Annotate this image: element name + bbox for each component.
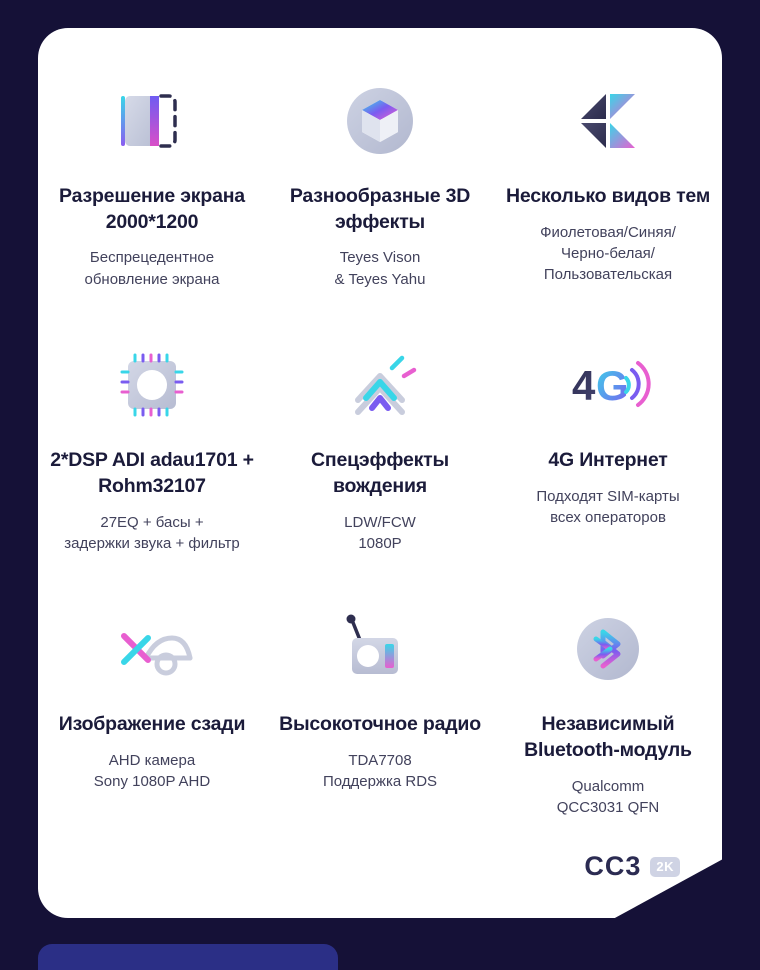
- feature-title: Изображение сзади: [58, 713, 246, 736]
- feature-subtitle: TDA7708 Поддержка RDS: [322, 751, 438, 791]
- feature-item-bluetooth: [494, 590, 722, 818]
- feature-subtitle: 27EQ + басы + задержки звука + фильтр: [64, 513, 240, 552]
- feature-title: 2*DSP ADI adau1701 + Rohm32107: [50, 449, 254, 497]
- feature-title: 4G Интернет: [548, 449, 668, 472]
- feature-title: Спецэффекты вождения: [311, 449, 449, 497]
- feature-title: Разнообразные 3D эффекты: [289, 185, 471, 233]
- logo-text: CC3: [584, 851, 642, 881]
- bluetooth-icon: [565, 590, 651, 708]
- dsp-chip-icon: [109, 326, 195, 444]
- 4g-internet-icon: [560, 326, 656, 444]
- svg-text:4: 4: [572, 362, 596, 410]
- product-logo: [584, 851, 680, 882]
- feature-grid: [38, 62, 722, 818]
- themes-icon: [565, 62, 651, 180]
- rear-camera-icon: [102, 590, 202, 708]
- feature-item-screen-resolution: [38, 62, 266, 290]
- feature-subtitle: Фиолетовая/Синяя/ Черно-белая/ Пользовательская: [540, 223, 676, 284]
- feature-item-4g-internet: [494, 326, 722, 554]
- logo-badge-2k: 2K: [650, 857, 680, 877]
- feature-item-dsp: [38, 326, 266, 554]
- feature-item-3d-effects: [266, 62, 494, 290]
- feature-item-driving-effects: [266, 326, 494, 554]
- feature-title: Высокоточное радио: [279, 713, 481, 736]
- feature-subtitle: Подходят SIM-карты всех операторов: [536, 487, 680, 527]
- screen-resolution-icon: [109, 62, 195, 180]
- feature-subtitle: LDW/FCW 1080P: [344, 513, 416, 552]
- feature-subtitle: Qualcomm QCC3031 QFN: [556, 777, 660, 816]
- feature-title: Независимый Bluetooth-модуль: [524, 713, 692, 761]
- feature-item-radio: [266, 590, 494, 818]
- svg-text:G: G: [596, 362, 629, 410]
- radio-icon: [330, 590, 430, 708]
- feature-subtitle: Teyes Vison & Teyes Yahu: [334, 249, 426, 288]
- 3d-cube-icon: [337, 62, 423, 180]
- feature-item-themes: [494, 62, 722, 290]
- feature-title: Разрешение экрана 2000*1200: [59, 185, 245, 233]
- feature-subtitle: AHD камера Sony 1080P AHD: [93, 751, 211, 791]
- driving-effects-icon: [332, 326, 428, 444]
- feature-item-rear-camera: [38, 590, 266, 818]
- feature-subtitle: Беспрецедентное обновление экрана: [84, 249, 220, 288]
- feature-title: Несколько видов тем: [505, 185, 711, 207]
- feature-card: [38, 28, 722, 918]
- bottom-strip: [38, 944, 338, 970]
